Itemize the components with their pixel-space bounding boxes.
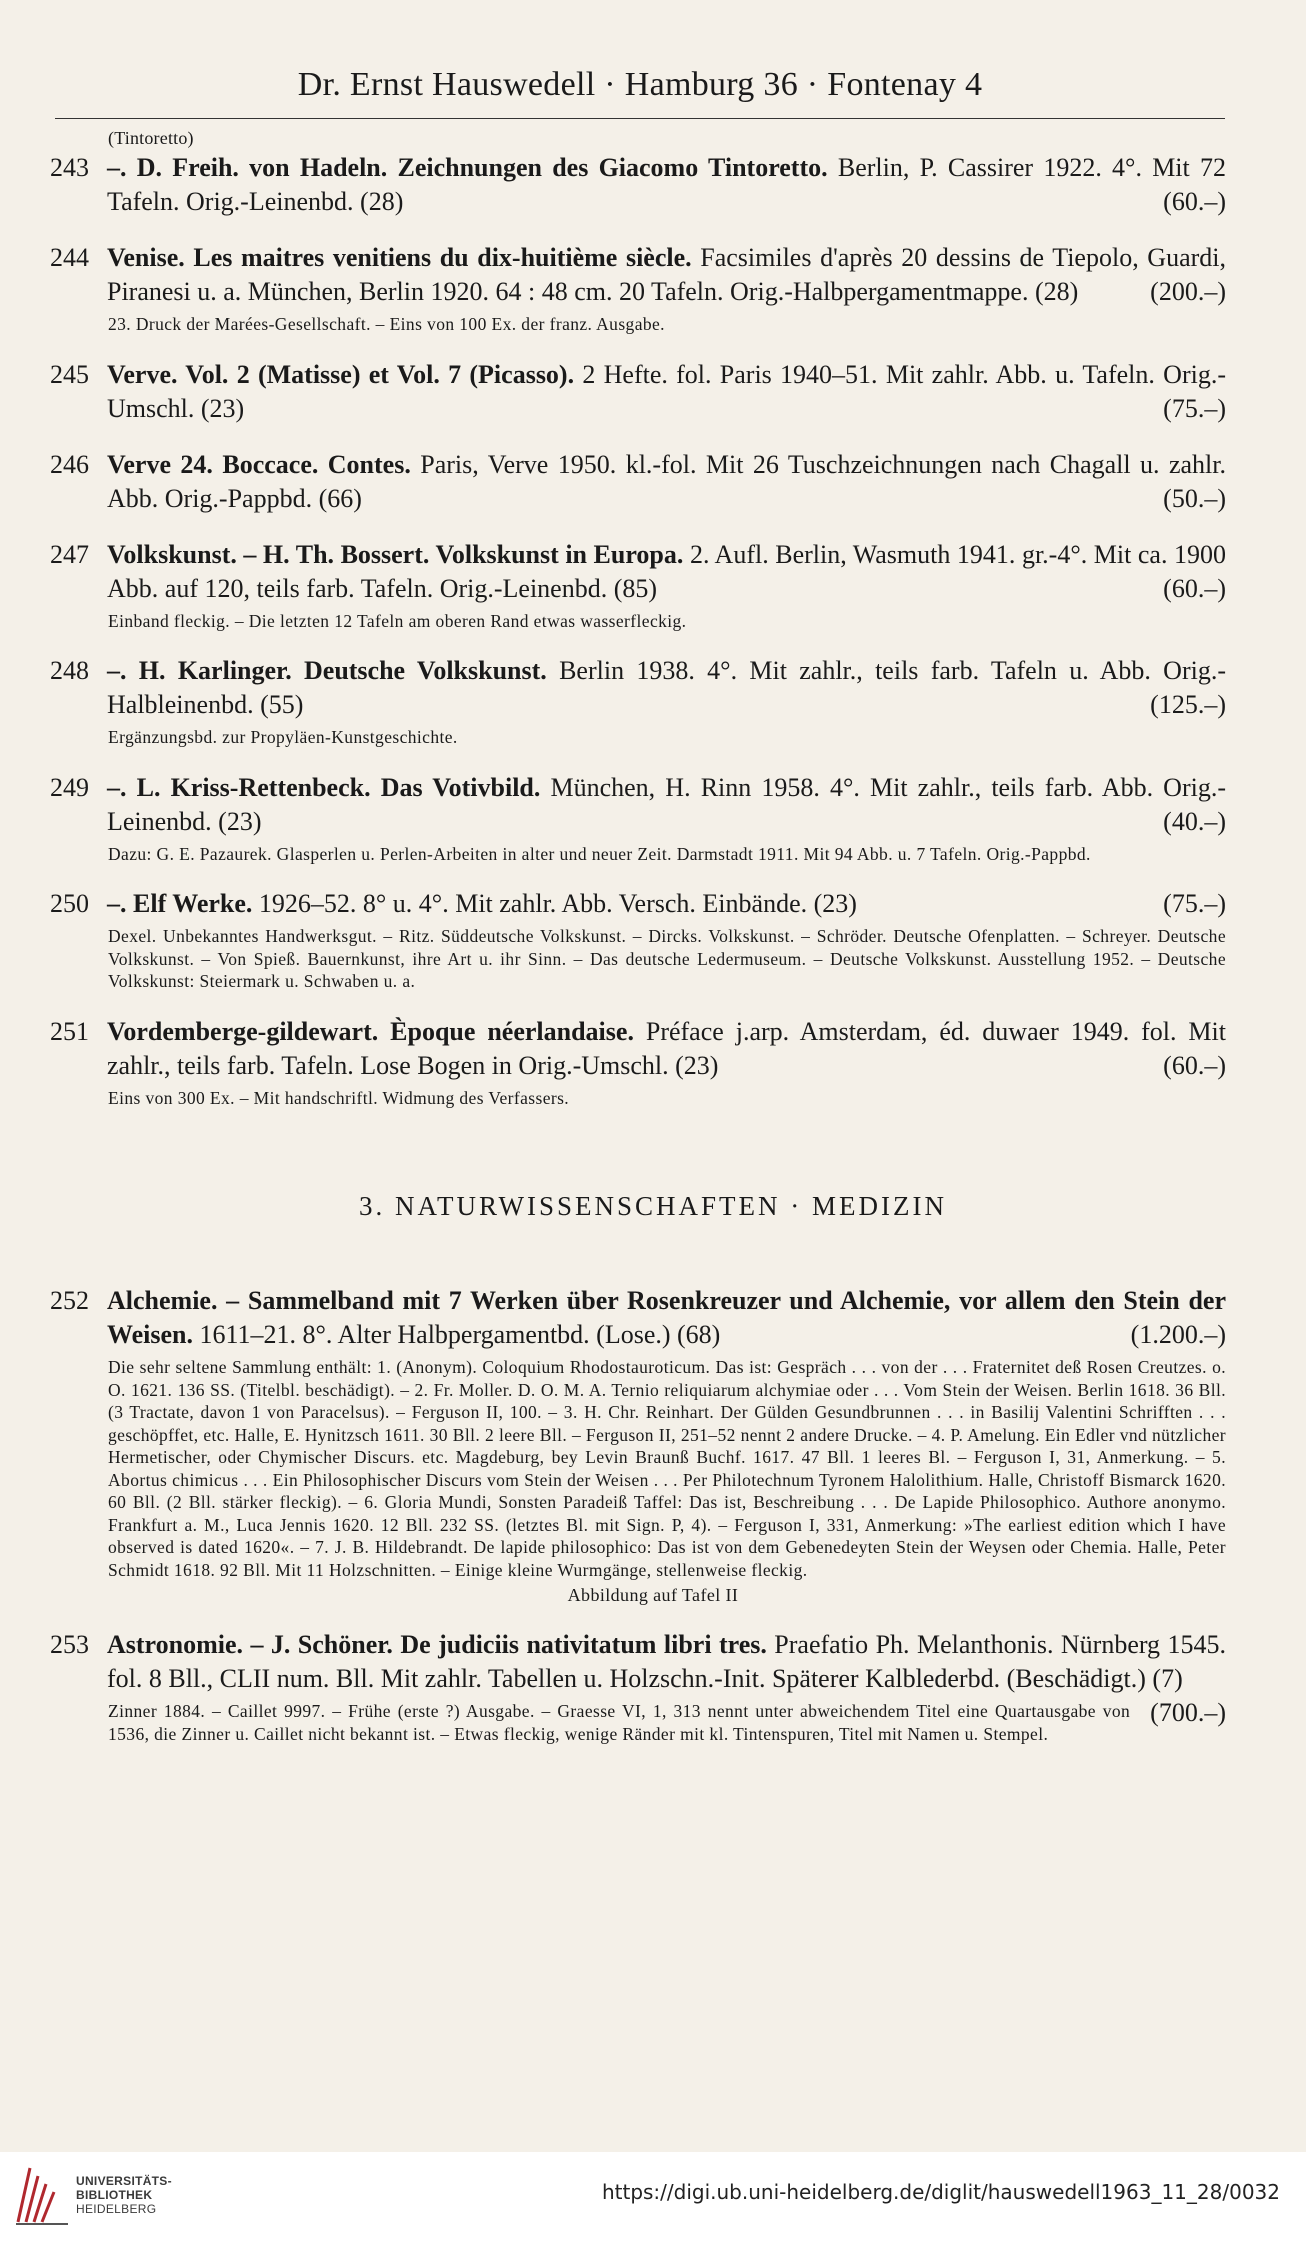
- entry-title: Alchemie. – Sammelband mit 7 Werken über Rosenkreuzer und Alchemie, vor allem den Stein der Weisen.: [107, 1286, 1226, 1349]
- entry-main-text: [0, 448, 1306, 516]
- library-name-line-2: BIBLIOTHEK: [76, 2188, 153, 2202]
- entry-title: Verve 24. Boccace. Contes.: [107, 449, 411, 479]
- source-url-link[interactable]: https://digi.ub.uni-heidelberg.de/diglit/hauswedell1963_11_28/0032: [601, 2180, 1280, 2204]
- entry-price: (60.–): [1163, 1050, 1226, 1080]
- page-header: Dr. Ernst Hauswedell · Hamburg 36 · Fontenay 4: [297, 66, 983, 103]
- library-name-line-3: HEIDELBERG: [76, 2202, 157, 2216]
- entry-price: (200.–): [1150, 277, 1226, 306]
- entry-price: (1.200.–): [1130, 1320, 1226, 1349]
- entry-title: –. D. Freih. von Hadeln. Zeichnungen des Giacomo Tintoretto.: [107, 153, 828, 182]
- catalog-entry: [0, 241, 1306, 336]
- entry-description: Paris, Verve 1950. kl.-fol. Mit 26 Tuschzeichnungen nach Chagall u. zahlr. Abb. Orig.-Pappbd. (66): [107, 449, 1226, 513]
- entry-main-text: [0, 358, 1306, 426]
- entries-list-b: [0, 1284, 1306, 1745]
- university-library-logo-icon: [12, 2162, 72, 2228]
- entry-number: 248: [50, 656, 89, 685]
- entry-note: Zinner 1884. – Caillet 9997. – Frühe (erste ?) Ausgabe. – Graesse VI, 1, 313 nennt unter abweichendem Titel eine Quartausgabe von 1536, die Zinner u. Caillet nicht bekannt ist. – Etwas fleckig, wenige Ränder mit kl. Tintenspuren, Titel mit Namen u. Stempel.: [108, 1701, 1131, 1744]
- entry-main-text: [0, 771, 1306, 839]
- catalog-entry: [0, 771, 1306, 866]
- entry-description: Facsimiles d'après 20 dessins de Tiepolo, Guardi, Piranesi u. a. München, Berlin 1920. 64 : 48 cm. 20 Tafeln. Orig.-Halbpergamentmappe. (28): [107, 243, 1226, 306]
- entry-title: –. H. Karlinger. Deutsche Volkskunst.: [107, 656, 547, 685]
- library-name-line-1: UNIVERSITÄTS-: [76, 2174, 172, 2188]
- catalog-entry: [0, 887, 1306, 993]
- entry-description: 2 Hefte. fol. Paris 1940–51. Mit zahlr. Abb. u. Tafeln. Orig.-Umschl. (23): [107, 359, 1226, 423]
- entry-title: Volkskunst. – H. Th. Bossert. Volkskunst in Europa.: [107, 539, 684, 569]
- entry-note: Die sehr seltene Sammlung enthält: 1. (Anonym). Coloquium Rhodostauroticum. Das ist: Gespräch . . . von der . . . Fraternitet deß Rosen Creutzes. o. O. 1621. 136 SS. (Titelbl. beschädigt). – 2. Fr. Moller. D. O. M. A. Ternio reliquiarum alchymiae oder . . . Vom Stein der Weisen. Berlin 1618. 36 Bll. (3 Tractate, davon 1 von Paracelsus). – Ferguson II, 100. – 3. H. Chr. Reinhart. Der Gülden Gesundbrunnen . . . in Basilij Valentini Schrifften . . . geschöpffet, etc. Halle, E. Hynitzsch 1611. 30 Bll. 2 leere Bll. – Ferguson II, 251–52 nennt 2 andere Drucke. – 4. P. Amelung. Ein Edler vnd nützlicher Hermetischer, oder Chymischer Discurs. etc. Magdeburg, bey Levin Braunß Buchf. 1617. 47 Bll. 1 leeres Bl. – Ferguson I, 31, Anmerkung. – 5. Abortus chimicus . . . Ein Philosophischer Discurs vom Stein der Weisen . . . Per Philotechnum Tyronem Halolithium. Halle, Christoff Bismarck 1620. 60 Bll. (2 Bll. stärker fleckig). – 6. Gloria Mundi, Sonsten Paradeiß Taffel: Das ist, Beschreibung . . . De Lapide Philosophico. Authore anonymo. Frankfurt a. M., Luca Jennis 1620. 12 Bll. 232 SS. (letztes Bl. mit Sign. P, 4). – Ferguson I, 331, Anmerkung: »The earliest edition which I have observed is dated 1620«. – 7. J. B. Hildebrandt. De lapide philosophico: Das ist von dem Gebenedeyten Stein der Weysen oder Chemia. Halle, Peter Schmidt 1618. 92 Bll. Mit 11 Holzschnitten. – Einige kleine Wurmgänge, stellenweise fleckig.: [108, 1357, 1226, 1580]
- entry-number: 244: [50, 243, 89, 272]
- continued-heading: (Tintoretto): [108, 128, 194, 148]
- catalog-entry: [0, 654, 1306, 749]
- entry-price: (50.–): [1163, 483, 1226, 513]
- entry-title: Verve. Vol. 2 (Matisse) et Vol. 7 (Picasso).: [107, 359, 575, 389]
- entry-description: Praefatio Ph. Melanthonis. Nürnberg 1545. fol. 8 Bll., CLII num. Bll. Mit zahlr. Tabellen u. Holzschn.-Init. Späterer Kalblederbd. (Beschädigt.) (7): [107, 1630, 1226, 1693]
- plate-reference: Abbildung auf Tafel II: [567, 1585, 739, 1605]
- entry-number: 243: [50, 153, 89, 182]
- entry-number: 246: [50, 449, 89, 479]
- entry-price: (75.–): [1163, 393, 1226, 423]
- entry-main-text: [0, 151, 1306, 219]
- entry-main-text: [0, 887, 1306, 921]
- catalog-entry: [0, 1015, 1306, 1110]
- section-title: 3. NATURWISSENSCHAFTEN · MEDIZIN: [359, 1191, 947, 1221]
- catalog-entry: [0, 358, 1306, 426]
- entry-number: 250: [50, 889, 89, 918]
- entry-main-text: [0, 1284, 1306, 1352]
- entry-description: Berlin 1938. 4°. Mit zahlr., teils farb. Tafeln u. Abb. Orig.-Halbleinenbd. (55): [107, 656, 1226, 719]
- catalog-content: [0, 128, 1306, 1767]
- entry-number: 249: [50, 772, 89, 802]
- entry-note: Eins von 300 Ex. – Mit handschriftl. Widmung des Verfassers.: [108, 1087, 570, 1108]
- entry-note: 23. Druck der Marées-Gesellschaft. – Eins von 100 Ex. der franz. Ausgabe.: [108, 314, 665, 334]
- catalog-entry: [0, 1628, 1306, 1745]
- entry-title: Astronomie. – J. Schöner. De judiciis nativitatum libri tres.: [107, 1630, 767, 1659]
- catalog-entry: [0, 448, 1306, 516]
- entry-number: 252: [50, 1286, 89, 1315]
- entry-description: 2. Aufl. Berlin, Wasmuth 1941. gr.-4°. Mit ca. 1900 Abb. auf 120, teils farb. Tafeln. Orig.-Leinenbd. (85): [107, 539, 1226, 603]
- entry-description: Berlin, P. Cassirer 1922. 4°. Mit 72 Tafeln. Orig.-Leinenbd. (28): [107, 153, 1226, 216]
- entry-note: Dexel. Unbekanntes Handwerksgut. – Ritz. Süddeutsche Volkskunst. – Dircks. Volkskunst. – Schröder. Deutsche Ofenplatten. – Schreyer. Deutsche Volkskunst. – Von Spieß. Bauernkunst, ihre Art u. ihr Sinn. – Das deutsche Ledermuseum. – Deutsche Volkskunst. Ausstellung 1952. – Deutsche Volkskunst: Steiermark u. Schwaben u. a.: [108, 926, 1226, 991]
- entry-note: Ergänzungsbd. zur Propyläen-Kunstgeschichte.: [108, 727, 458, 747]
- entry-main-text: [0, 1015, 1306, 1083]
- entry-number: 247: [50, 539, 89, 569]
- entry-description: 1926–52. 8° u. 4°. Mit zahlr. Abb. Versch. Einbände. (23): [252, 889, 857, 918]
- entries-list-a: [0, 151, 1306, 1109]
- entry-main-text: [0, 241, 1306, 309]
- catalog-entry: [0, 151, 1306, 219]
- entry-main-text: [0, 538, 1306, 606]
- entry-title: Vordemberge-gildewart. Èpoque néerlandaise.: [107, 1016, 634, 1046]
- entry-note: Einband fleckig. – Die letzten 12 Tafeln am oberen Rand etwas wasserfleckig.: [108, 610, 687, 631]
- entry-price: (125.–): [1150, 690, 1226, 719]
- library-name: [76, 2174, 172, 2216]
- header-divider: [55, 118, 1225, 119]
- catalog-entry: [0, 1284, 1306, 1606]
- entry-price: (40.–): [1163, 806, 1226, 836]
- entry-description: 1611–21. 8°. Alter Halbpergamentbd. (Lose.) (68): [192, 1320, 721, 1349]
- catalog-entry: [0, 538, 1306, 633]
- entry-description: Préface j.arp. Amsterdam, éd. duwaer 1949. fol. Mit zahlr., teils farb. Tafeln. Lose Bogen in Orig.-Umschl. (23): [107, 1016, 1226, 1080]
- entry-note: Dazu: G. E. Pazaurek. Glasperlen u. Perlen-Arbeiten in alter und neuer Zeit. Darmstadt 1911. Mit 94 Abb. u. 7 Tafeln. Orig.-Pappbd.: [108, 843, 1091, 864]
- entry-price: (60.–): [1163, 187, 1226, 216]
- entry-main-text: [0, 654, 1306, 722]
- entry-price: (60.–): [1163, 573, 1226, 603]
- entry-number: 245: [50, 359, 89, 389]
- entry-title: –. Elf Werke.: [107, 889, 253, 918]
- entry-number: 251: [50, 1016, 89, 1046]
- entry-title: Venise. Les maitres venitiens du dix-huitième siècle.: [107, 243, 692, 272]
- entry-title: –. L. Kriss-Rettenbeck. Das Votivbild.: [107, 772, 541, 802]
- entry-description: München, H. Rinn 1958. 4°. Mit zahlr., teils farb. Abb. Orig.-Leinenbd. (23): [107, 772, 1226, 836]
- entry-price: (75.–): [1163, 889, 1226, 918]
- entry-price: (700.–): [1150, 1698, 1226, 1727]
- entry-number: 253: [50, 1630, 89, 1659]
